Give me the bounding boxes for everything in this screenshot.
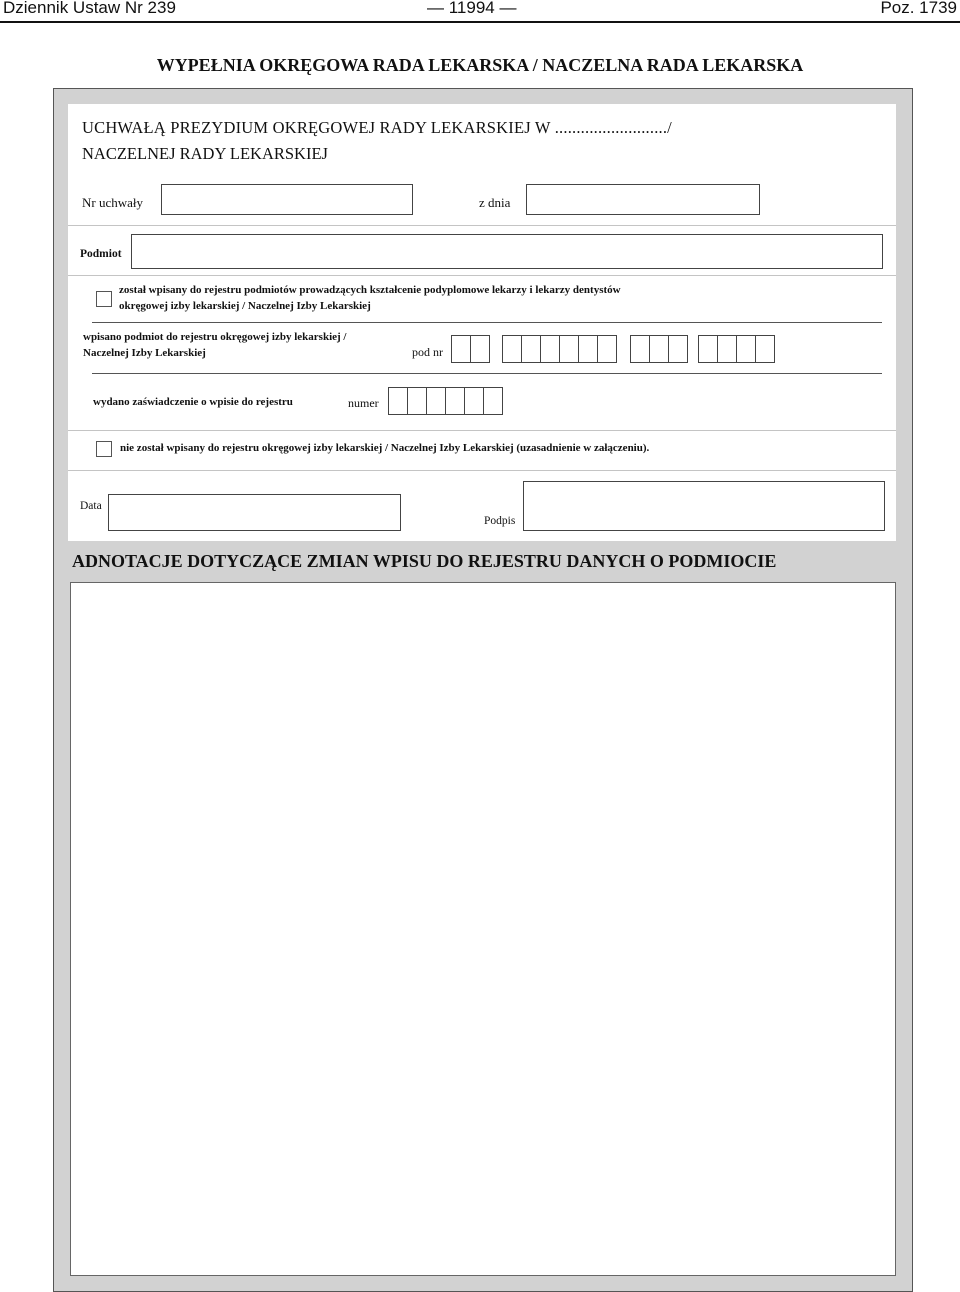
- annotations-title: ADNOTACJE DOTYCZĄCE ZMIAN WPISU DO REJESTRU DANYCH O PODMIOCIE: [72, 551, 777, 571]
- signature-label: Podpis: [484, 515, 516, 527]
- digit-cell[interactable]: [426, 387, 446, 415]
- register-number-group-4: [698, 335, 774, 363]
- digit-cell[interactable]: [464, 387, 484, 415]
- digit-cell[interactable]: [502, 335, 522, 363]
- digit-cell[interactable]: [483, 387, 503, 415]
- resolution-heading-line1: UCHWAŁĄ PREZYDIUM OKRĘGOWEJ RADY LEKARSKIEJ W ........................../: [82, 118, 672, 137]
- section-divider: [68, 225, 896, 226]
- section-divider: [68, 430, 896, 431]
- section-divider: [68, 470, 896, 471]
- header-page-number: — 11994 —: [427, 0, 517, 17]
- digit-cell[interactable]: [649, 335, 669, 363]
- digit-cell[interactable]: [521, 335, 541, 363]
- not-entered-checkbox[interactable]: [96, 441, 112, 457]
- digit-cell[interactable]: [736, 335, 756, 363]
- digit-cell[interactable]: [630, 335, 650, 363]
- annotations-area[interactable]: [70, 582, 896, 1276]
- entered-text-line2: okręgowej izby lekarskiej / Naczelnej Izby Lekarskiej: [119, 300, 371, 312]
- register-text-line1: wpisano podmiot do rejestru okręgowej izby lekarskiej /: [83, 331, 347, 343]
- section-divider: [68, 275, 896, 276]
- resolution-number-label: Nr uchwały: [82, 195, 144, 210]
- resolution-date-label: z dnia: [479, 195, 511, 210]
- register-number-group-3: [630, 335, 687, 363]
- resolution-heading-line2: NACZELNEJ RADY LEKARSKIEJ: [82, 144, 328, 163]
- digit-cell[interactable]: [597, 335, 617, 363]
- resolution-date-field[interactable]: [526, 184, 760, 215]
- certificate-number-cells: [388, 387, 502, 415]
- entered-text-line1: został wpisany do rejestru podmiotów prowadzących kształcenie podyplomowe lekarzy i lekarzy dentystów: [119, 284, 621, 296]
- pod-nr-label: pod nr: [412, 345, 443, 359]
- digit-cell[interactable]: [407, 387, 427, 415]
- header-rule: [0, 21, 960, 23]
- digit-cell[interactable]: [470, 335, 490, 363]
- digit-cell[interactable]: [717, 335, 737, 363]
- digit-cell[interactable]: [451, 335, 471, 363]
- resolution-number-field[interactable]: [161, 184, 413, 215]
- register-number-group-2: [502, 335, 616, 363]
- digit-cell[interactable]: [388, 387, 408, 415]
- register-number-group-1: [451, 335, 489, 363]
- not-entered-text: nie został wpisany do rejestru okręgowej izby lekarskiej / Naczelnej Izby Lekarskiej (uzasadnienie w załączeniu).: [120, 442, 650, 454]
- header-position: Poz. 1739: [880, 0, 957, 17]
- date-label: Data: [80, 500, 102, 512]
- subject-field[interactable]: [131, 234, 883, 269]
- digit-cell[interactable]: [559, 335, 579, 363]
- section-divider: [92, 322, 882, 323]
- digit-cell[interactable]: [698, 335, 718, 363]
- digit-cell[interactable]: [578, 335, 598, 363]
- signature-field[interactable]: [523, 481, 885, 531]
- entered-checkbox[interactable]: [96, 291, 112, 307]
- digit-cell[interactable]: [445, 387, 465, 415]
- resolution-panel: [68, 104, 896, 541]
- digit-cell[interactable]: [668, 335, 688, 363]
- header-journal: Dziennik Ustaw Nr 239: [3, 0, 176, 17]
- certificate-label: wydano zaświadczenie o wpisie do rejestru: [93, 396, 293, 408]
- register-text-line2: Naczelnej Izby Lekarskiej: [83, 347, 206, 359]
- form-title: WYPEŁNIA OKRĘGOWA RADA LEKARSKA / NACZELNA RADA LEKARSKA: [156, 55, 804, 75]
- date-field[interactable]: [108, 494, 401, 531]
- digit-cell[interactable]: [755, 335, 775, 363]
- subject-label: Podmiot: [80, 248, 122, 260]
- numer-label: numer: [348, 396, 379, 410]
- section-divider: [92, 373, 882, 374]
- digit-cell[interactable]: [540, 335, 560, 363]
